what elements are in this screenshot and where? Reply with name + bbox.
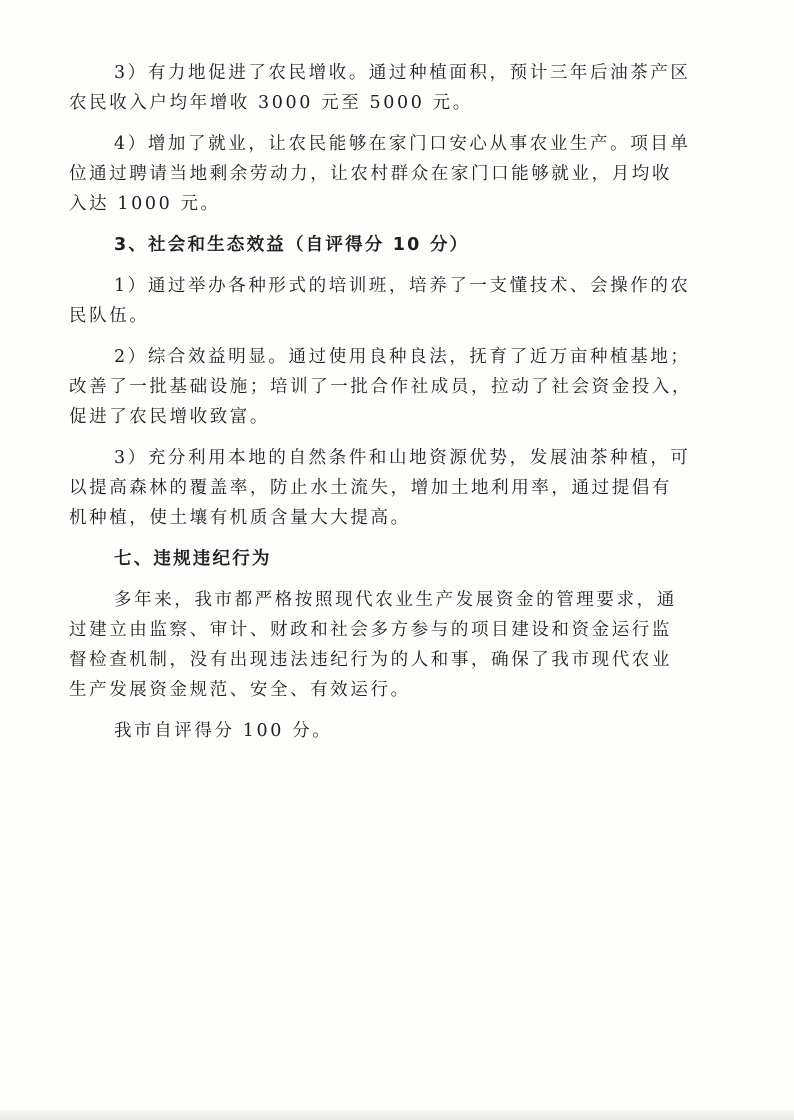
paragraph-comprehensive-benefit	[69, 342, 714, 432]
text-line: 1）通过举办各种形式的培训班，培养了一支懂技术、会操作的农	[114, 276, 691, 296]
text-line: 督检查机制，没有出现违法违纪行为的人和事，确保了我市现代农业	[69, 650, 672, 670]
text-line: 改善了一批基础设施；培训了一批合作社成员，拉动了社会资金投入，	[69, 377, 693, 397]
page-bottom-edge	[0, 1110, 794, 1120]
paragraph-self-score	[114, 716, 714, 746]
text-line: 促进了农民增收致富。	[69, 407, 270, 427]
text-line: 过建立由监察、审计、财政和社会多方参与的项目建设和资金运行监	[69, 620, 672, 640]
text-line: 3）有力地促进了农民增收。通过种植面积，预计三年后油茶产区	[114, 63, 691, 83]
heading-text: 七、违规违纪行为	[114, 549, 272, 569]
text-line: 入达 1000 元。	[69, 194, 221, 214]
section-heading-violations	[114, 544, 714, 574]
paragraph-employment	[69, 129, 714, 219]
text-line: 位通过聘请当地剩余劳动力，让农村群众在家门口能够就业，月均收	[69, 164, 672, 184]
text-line: 农民收入户均年增收 3000 元至 5000 元。	[69, 93, 473, 113]
paragraph-natural-resources	[69, 443, 714, 533]
text-line: 机种植，使土壤有机质含量大大提高。	[69, 508, 411, 528]
section-heading-social-ecological	[114, 230, 714, 260]
paragraph-income-increase	[69, 58, 714, 118]
text-line: 2）综合效益明显。通过使用良种良法，抚育了近万亩种植基地；	[114, 347, 691, 367]
text-line: 生产发展资金规范、安全、有效运行。	[69, 680, 411, 700]
text-line: 我市自评得分 100 分。	[114, 721, 333, 741]
paragraph-training	[69, 271, 714, 331]
text-line: 4）增加了就业，让农民能够在家门口安心从事农业生产。项目单	[114, 134, 691, 154]
paragraph-compliance	[69, 585, 714, 705]
heading-text: 3、社会和生态效益（自评得分 10 分）	[114, 235, 470, 255]
text-line: 以提高森林的覆盖率，防止水土流失，增加土地利用率，通过提倡有	[69, 478, 672, 498]
text-line: 3）充分利用本地的自然条件和山地资源优势，发展油茶种植，可	[114, 448, 691, 468]
text-line: 民队伍。	[69, 306, 150, 326]
text-line: 多年来，我市都严格按照现代农业生产发展资金的管理要求，通	[114, 590, 677, 610]
document-body	[69, 58, 714, 757]
